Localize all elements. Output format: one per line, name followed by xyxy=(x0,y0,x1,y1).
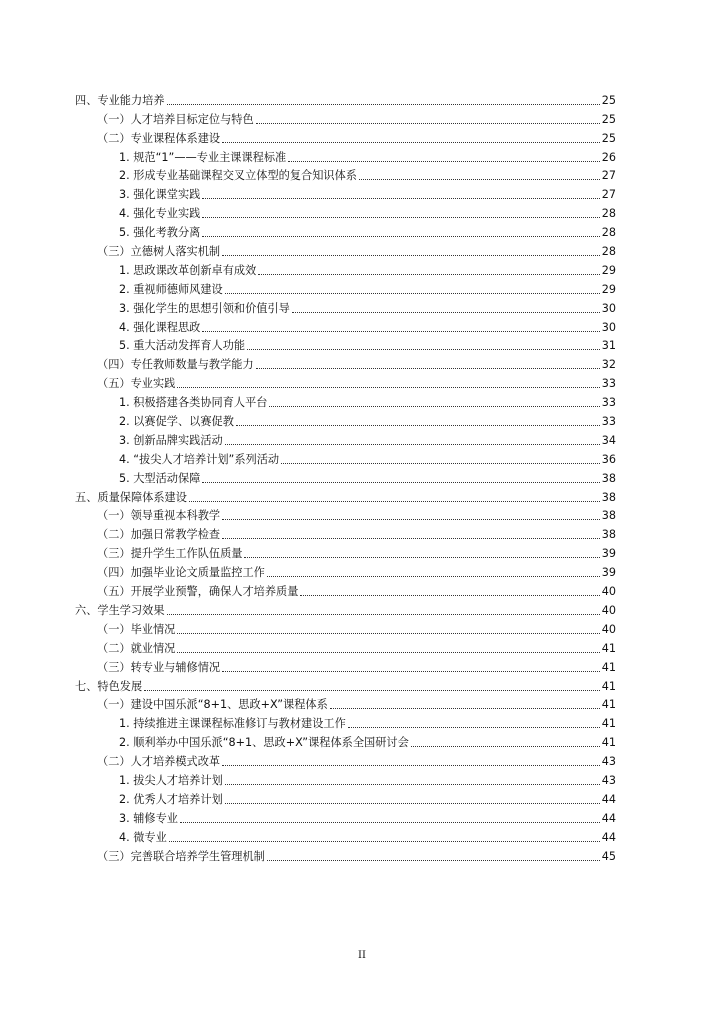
dot-leader xyxy=(222,671,600,672)
toc-entry[interactable] xyxy=(0,297,616,316)
toc-entry-title: （二）加强日常教学检查 xyxy=(97,528,221,542)
toc-entry-title: 六、学生学习效果 xyxy=(75,603,165,617)
toc-entry-title: （一）毕业情况 xyxy=(97,622,176,636)
toc-entry-title: （一）领导重视本科教学 xyxy=(97,509,221,523)
toc-entry-title: 2. 形成专业基础课程交叉立体型的复合知识体系 xyxy=(119,169,357,183)
toc-entry-page: 28 xyxy=(601,207,616,221)
dot-leader xyxy=(267,576,600,577)
dot-leader xyxy=(256,123,600,124)
toc-entry-title: （三）完善联合培养学生管理机制 xyxy=(97,849,265,863)
toc-entry-title: 4. 强化课程思政 xyxy=(119,320,201,334)
toc-entry[interactable] xyxy=(0,731,616,750)
dot-leader xyxy=(288,161,600,162)
dot-leader xyxy=(225,784,600,785)
toc-entry-title: 5. 重大活动发挥育人功能 xyxy=(119,339,246,353)
toc-entry-page: 41 xyxy=(601,698,616,712)
table-of-contents xyxy=(0,89,724,864)
dot-leader xyxy=(225,293,600,294)
dot-leader xyxy=(281,463,600,464)
toc-entry-page: 36 xyxy=(601,452,616,466)
toc-entry[interactable] xyxy=(0,353,616,372)
toc-entry-title: 4. 强化专业实践 xyxy=(119,207,201,221)
dot-leader xyxy=(222,538,600,539)
toc-entry-page: 27 xyxy=(601,169,616,183)
toc-entry-title: （五）开展学业预警，确保人才培养质量 xyxy=(97,585,299,599)
dot-leader xyxy=(222,765,600,766)
toc-entry-page: 30 xyxy=(601,301,616,315)
toc-entry[interactable] xyxy=(0,675,616,694)
dot-leader xyxy=(222,519,600,520)
toc-entry[interactable] xyxy=(0,750,616,769)
toc-entry[interactable] xyxy=(0,694,616,713)
toc-entry[interactable] xyxy=(0,486,616,505)
dot-leader xyxy=(177,633,599,634)
toc-entry-page: 43 xyxy=(601,773,616,787)
toc-entry-title: （三）立德树人落实机制 xyxy=(97,245,221,259)
toc-entry-page: 27 xyxy=(601,188,616,202)
dot-leader xyxy=(359,179,600,180)
toc-entry-page: 41 xyxy=(601,717,616,731)
toc-entry[interactable] xyxy=(0,108,616,127)
toc-entry-title: 5. 强化考教分离 xyxy=(119,226,201,240)
toc-entry-page: 38 xyxy=(601,509,616,523)
toc-entry-title: 1. 思政课改革创新卓有成效 xyxy=(119,263,257,277)
toc-entry[interactable] xyxy=(0,845,616,864)
dot-leader xyxy=(244,557,599,558)
toc-entry-title: 四、专业能力培养 xyxy=(75,93,165,107)
toc-entry[interactable] xyxy=(0,335,616,354)
toc-entry[interactable] xyxy=(0,769,616,788)
toc-entry[interactable] xyxy=(0,599,616,618)
toc-entry[interactable] xyxy=(0,618,616,637)
toc-entry-page: 38 xyxy=(601,471,616,485)
toc-entry-title: 4. “拔尖人才培养计划”系列活动 xyxy=(119,452,280,466)
dot-leader xyxy=(202,482,599,483)
toc-entry[interactable] xyxy=(0,788,616,807)
toc-entry[interactable] xyxy=(0,221,616,240)
toc-entry[interactable] xyxy=(0,391,616,410)
toc-entry[interactable] xyxy=(0,429,616,448)
toc-entry[interactable] xyxy=(0,372,616,391)
toc-entry[interactable] xyxy=(0,127,616,146)
toc-entry[interactable] xyxy=(0,240,616,259)
dot-leader xyxy=(236,425,600,426)
toc-entry-title: 3. 强化学生的思想引领和价值引导 xyxy=(119,301,290,315)
toc-entry-title: （三）提升学生工作队伍质量 xyxy=(97,547,243,561)
toc-entry-title: 2. 重视师德师风建设 xyxy=(119,282,223,296)
toc-entry[interactable] xyxy=(0,656,616,675)
toc-entry-page: 25 xyxy=(601,93,616,107)
dot-leader xyxy=(300,595,599,596)
toc-entry-title: 1. 积极搭建各类协同育人平台 xyxy=(119,396,268,410)
toc-entry-page: 41 xyxy=(601,736,616,750)
toc-entry-page: 34 xyxy=(601,433,616,447)
toc-entry-title: （二）就业情况 xyxy=(97,641,176,655)
toc-entry-title: 3. 创新品牌实践活动 xyxy=(119,433,223,447)
dot-leader xyxy=(247,349,600,350)
toc-entry-page: 39 xyxy=(601,566,616,580)
dot-leader xyxy=(258,274,599,275)
toc-entry-page: 25 xyxy=(601,112,616,126)
dot-leader xyxy=(222,142,600,143)
toc-entry-title: 3. 强化课堂实践 xyxy=(119,188,201,202)
toc-entry-title: （二）专业课程体系建设 xyxy=(97,131,221,145)
toc-entry-page: 41 xyxy=(601,660,616,674)
dot-leader xyxy=(167,104,600,105)
dot-leader xyxy=(225,444,600,445)
toc-entry-page: 32 xyxy=(601,358,616,372)
dot-leader xyxy=(177,652,599,653)
toc-entry-page: 44 xyxy=(601,830,616,844)
toc-entry-title: （五）专业实践 xyxy=(97,377,176,391)
toc-entry-page: 44 xyxy=(601,792,616,806)
toc-entry-page: 28 xyxy=(601,245,616,259)
toc-entry[interactable] xyxy=(0,259,616,278)
toc-entry-title: 2. 顺利举办中国乐派“8+1、思政+X”课程体系全国研讨会 xyxy=(119,736,409,750)
toc-entry-title: 5. 大型活动保障 xyxy=(119,471,201,485)
toc-entry-title: 4. 微专业 xyxy=(119,830,167,844)
toc-entry-page: 44 xyxy=(601,811,616,825)
toc-entry-page: 33 xyxy=(601,415,616,429)
dot-leader xyxy=(144,690,600,691)
toc-entry-title: 七、特色发展 xyxy=(75,679,143,693)
toc-entry-title: （二）人才培养模式改革 xyxy=(97,755,221,769)
toc-entry-title: 1. 规范“1”——专业主课课程标准 xyxy=(119,150,287,164)
toc-entry[interactable] xyxy=(0,637,616,656)
toc-entry[interactable] xyxy=(0,165,616,184)
toc-entry-page: 28 xyxy=(601,226,616,240)
dot-leader xyxy=(348,727,600,728)
dot-leader xyxy=(269,406,599,407)
toc-entry-page: 43 xyxy=(601,755,616,769)
toc-entry[interactable] xyxy=(0,826,616,845)
dot-leader xyxy=(180,822,600,823)
toc-entry[interactable] xyxy=(0,278,616,297)
toc-entry-page: 40 xyxy=(601,622,616,636)
dot-leader xyxy=(256,368,600,369)
toc-entry[interactable] xyxy=(0,523,616,542)
toc-entry-page: 41 xyxy=(601,679,616,693)
toc-entry-title: 五、质量保障体系建设 xyxy=(75,490,187,504)
dot-leader xyxy=(169,841,600,842)
toc-entry-page: 41 xyxy=(601,641,616,655)
toc-entry-page: 38 xyxy=(601,490,616,504)
dot-leader xyxy=(189,501,600,502)
toc-entry-title: （一）建设中国乐派“8+1、思政+X”课程体系 xyxy=(97,698,328,712)
toc-entry[interactable] xyxy=(0,410,616,429)
toc-entry[interactable] xyxy=(0,202,616,221)
toc-entry-title: （一）人才培养目标定位与特色 xyxy=(97,112,254,126)
toc-entry[interactable] xyxy=(0,183,616,202)
dot-leader xyxy=(222,255,600,256)
dot-leader xyxy=(177,387,599,388)
toc-entry-page: 40 xyxy=(601,603,616,617)
toc-entry-title: 2. 以赛促学、以赛促教 xyxy=(119,415,234,429)
toc-entry-page: 26 xyxy=(601,150,616,164)
dot-leader xyxy=(202,217,599,218)
toc-entry[interactable] xyxy=(0,712,616,731)
dot-leader xyxy=(411,746,600,747)
toc-entry[interactable] xyxy=(0,505,616,524)
toc-entry-page: 31 xyxy=(601,339,616,353)
toc-entry[interactable] xyxy=(0,89,616,108)
toc-entry-title: 3. 辅修专业 xyxy=(119,811,178,825)
toc-entry-title: 2. 优秀人才培养计划 xyxy=(119,792,223,806)
toc-entry-page: 29 xyxy=(601,282,616,296)
toc-entry-page: 40 xyxy=(601,585,616,599)
toc-entry-title: 1. 拔尖人才培养计划 xyxy=(119,773,223,787)
page-number: II xyxy=(358,950,366,961)
toc-entry[interactable] xyxy=(0,448,616,467)
toc-entry-page: 39 xyxy=(601,547,616,561)
toc-entry[interactable] xyxy=(0,467,616,486)
dot-leader xyxy=(225,803,600,804)
toc-entry-page: 38 xyxy=(601,528,616,542)
toc-entry-page: 33 xyxy=(601,377,616,391)
toc-entry[interactable] xyxy=(0,146,616,165)
dot-leader xyxy=(267,860,600,861)
toc-entry-title: （四）加强毕业论文质量监控工作 xyxy=(97,566,265,580)
toc-entry-title: （三）转专业与辅修情况 xyxy=(97,660,221,674)
toc-entry-page: 30 xyxy=(601,320,616,334)
toc-entry-page: 33 xyxy=(601,396,616,410)
toc-entry-page: 29 xyxy=(601,263,616,277)
toc-entry-title: 1. 持续推进主课课程标准修订与教材建设工作 xyxy=(119,717,346,731)
toc-entry[interactable] xyxy=(0,561,616,580)
toc-entry-page: 45 xyxy=(601,849,616,863)
toc-entry-title: （四）专任教师数量与教学能力 xyxy=(97,358,254,372)
toc-entry[interactable] xyxy=(0,316,616,335)
dot-leader xyxy=(202,236,599,237)
toc-entry[interactable] xyxy=(0,542,616,561)
toc-entry-page: 25 xyxy=(601,131,616,145)
dot-leader xyxy=(202,198,599,199)
dot-leader xyxy=(202,331,599,332)
dot-leader xyxy=(167,614,600,615)
dot-leader xyxy=(292,312,600,313)
dot-leader xyxy=(330,708,600,709)
toc-entry[interactable] xyxy=(0,807,616,826)
toc-entry[interactable] xyxy=(0,580,616,599)
